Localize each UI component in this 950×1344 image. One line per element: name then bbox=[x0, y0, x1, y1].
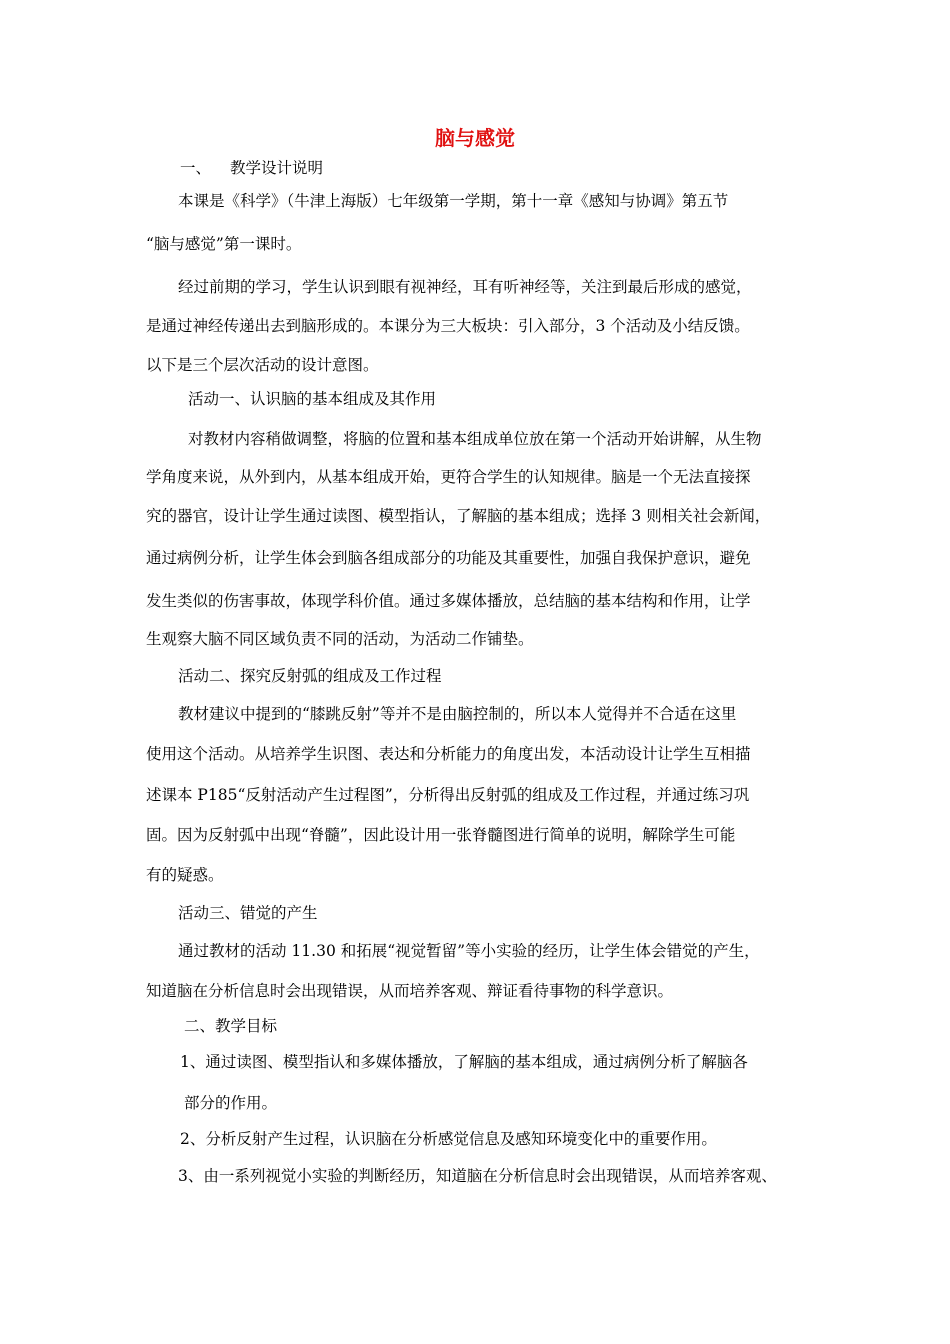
paragraph-line: 经过前期的学习，学生认识到眼有视神经，耳有听神经等，关注到最后形成的感觉， bbox=[178, 278, 752, 296]
paragraph-line: “脑与感觉”第一课时。 bbox=[146, 235, 302, 253]
paragraph-line: 通过病例分析，让学生体会到脑各组成部分的功能及其重要性，加强自我保护意识，避免 bbox=[146, 549, 751, 567]
activity-heading: 活动一、认识脑的基本组成及其作用 bbox=[188, 390, 437, 408]
activity-heading: 活动二、探究反射弧的组成及工作过程 bbox=[178, 667, 442, 685]
section-heading-text: 教学设计说明 bbox=[230, 159, 324, 177]
paragraph-line: 是通过神经传递出去到脑形成的。本课分为三大板块：引入部分，3 个活动及小结反馈。 bbox=[146, 317, 750, 335]
goal-item: 1、通过读图、模型指认和多媒体播放，了解脑的基本组成，通过病例分析了解脑各 bbox=[180, 1053, 748, 1071]
paragraph-line: 生观察大脑不同区域负责不同的活动，为活动二作铺垫。 bbox=[146, 630, 534, 648]
paragraph-line: 对教材内容稍做调整，将脑的位置和基本组成单位放在第一个活动开始讲解，从生物 bbox=[188, 430, 762, 448]
paragraph-line: 发生类似的伤害事故，体现学科价值。通过多媒体播放，总结脑的基本结构和作用，让学 bbox=[146, 592, 751, 610]
paragraph-line: 学角度来说，从外到内，从基本组成开始，更符合学生的认知规律。脑是一个无法直接探 bbox=[146, 468, 751, 486]
goal-item-continued: 部分的作用。 bbox=[184, 1094, 278, 1112]
paragraph-line: 述课本 P185“反射活动产生过程图”，分析得出反射弧的组成及工作过程，并通过练习巩 bbox=[146, 786, 750, 804]
paragraph-line: 教材建议中提到的“膝跳反射”等并不是由脑控制的，所以本人觉得并不合适在这里 bbox=[178, 705, 737, 723]
paragraph-line: 以下是三个层次活动的设计意图。 bbox=[146, 356, 379, 374]
goal-item: 3、由一系列视觉小实验的判断经历，知道脑在分析信息时会出现错误，从而培养客观、 bbox=[178, 1167, 777, 1185]
paragraph-line: 究的器官，设计让学生通过读图、模型指认，了解脑的基本组成；选择 3 则相关社会新闻， bbox=[146, 507, 771, 525]
activity-heading: 活动三、错觉的产生 bbox=[178, 904, 318, 922]
paragraph-line: 有的疑惑。 bbox=[146, 866, 224, 884]
document-title: 脑与感觉 bbox=[435, 126, 515, 150]
goal-item: 2、分析反射产生过程，认识脑在分析感觉信息及感知环境变化中的重要作用。 bbox=[180, 1130, 717, 1148]
section-heading-goals: 二、教学目标 bbox=[184, 1017, 278, 1035]
section-number: 一、 bbox=[180, 159, 212, 177]
paragraph-line: 固。因为反射弧中出现“脊髓”，因此设计用一张脊髓图进行简单的说明，解除学生可能 bbox=[146, 826, 736, 844]
paragraph-line: 本课是《科学》（牛津上海版）七年级第一学期，第十一章《感知与协调》第五节 bbox=[178, 192, 729, 210]
paragraph-line: 知道脑在分析信息时会出现错误，从而培养客观、辩证看待事物的科学意识。 bbox=[146, 982, 674, 1000]
paragraph-line: 使用这个活动。从培养学生识图、表达和分析能力的角度出发，本活动设计让学生互相描 bbox=[146, 745, 751, 763]
section-heading-design bbox=[180, 157, 323, 179]
paragraph-line: 通过教材的活动 11.30 和拓展“视觉暂留”等小实验的经历，让学生体会错觉的产生， bbox=[178, 942, 760, 960]
